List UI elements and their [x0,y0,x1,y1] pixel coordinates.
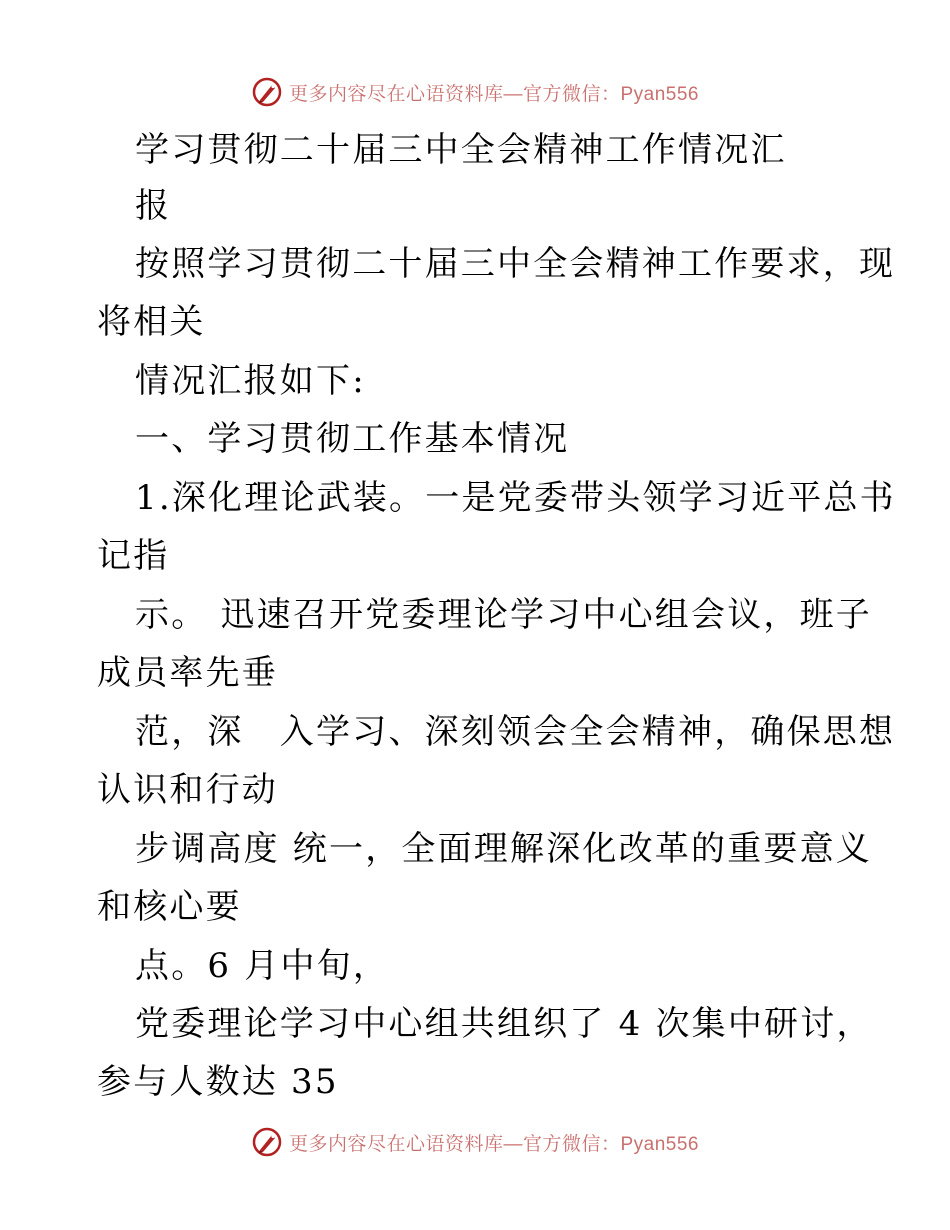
section-heading: 一、学习贯彻工作基本情况 [135,419,570,459]
paragraph-line: 1.深化理论武装。一是党委带头领学习近平总书 [135,478,896,518]
paragraph-line: 党委理论学习中心组共组织了 4 次集中研讨， [135,1004,873,1044]
paragraph-line: 点。6 月中旬， [135,946,390,986]
header-banner [0,72,950,112]
paragraph-line: 成员率先垂 [97,653,278,693]
footer-banner [0,1122,950,1162]
paragraph-line: 步调高度 统一，全面理解深化改革的重要意义 [135,829,873,869]
paragraph-line: 参与人数达 35 [97,1062,339,1102]
pen-logo-icon [251,76,283,108]
paragraph-line: 范，深 入学习、深刻领会全会精神，确保思想 [135,712,896,752]
paragraph-line: 示。 迅速召开党委理论学习中心组会议，班子 [135,595,873,635]
footer-promo-text: 更多内容尽在心语资料库—官方微信：Pyan556 [288,1133,699,1155]
paragraph-line: 记指 [97,536,170,576]
doc-title-line-2: 报 [135,186,172,226]
paragraph-line: 认识和行动 [97,770,278,810]
paragraph-line: 情况汇报如下: [135,361,366,401]
paragraph-line: 和核心要 [97,887,242,927]
paragraph-line: 将相关 [97,302,206,342]
paragraph-line: 按照学习贯彻二十届三中全会精神工作要求，现 [135,244,896,284]
doc-title-line-1: 学习贯彻二十届三中全会精神工作情况汇 [135,130,787,170]
pen-logo-icon [251,1126,283,1158]
header-promo-text: 更多内容尽在心语资料库—官方微信：Pyan556 [288,83,699,105]
